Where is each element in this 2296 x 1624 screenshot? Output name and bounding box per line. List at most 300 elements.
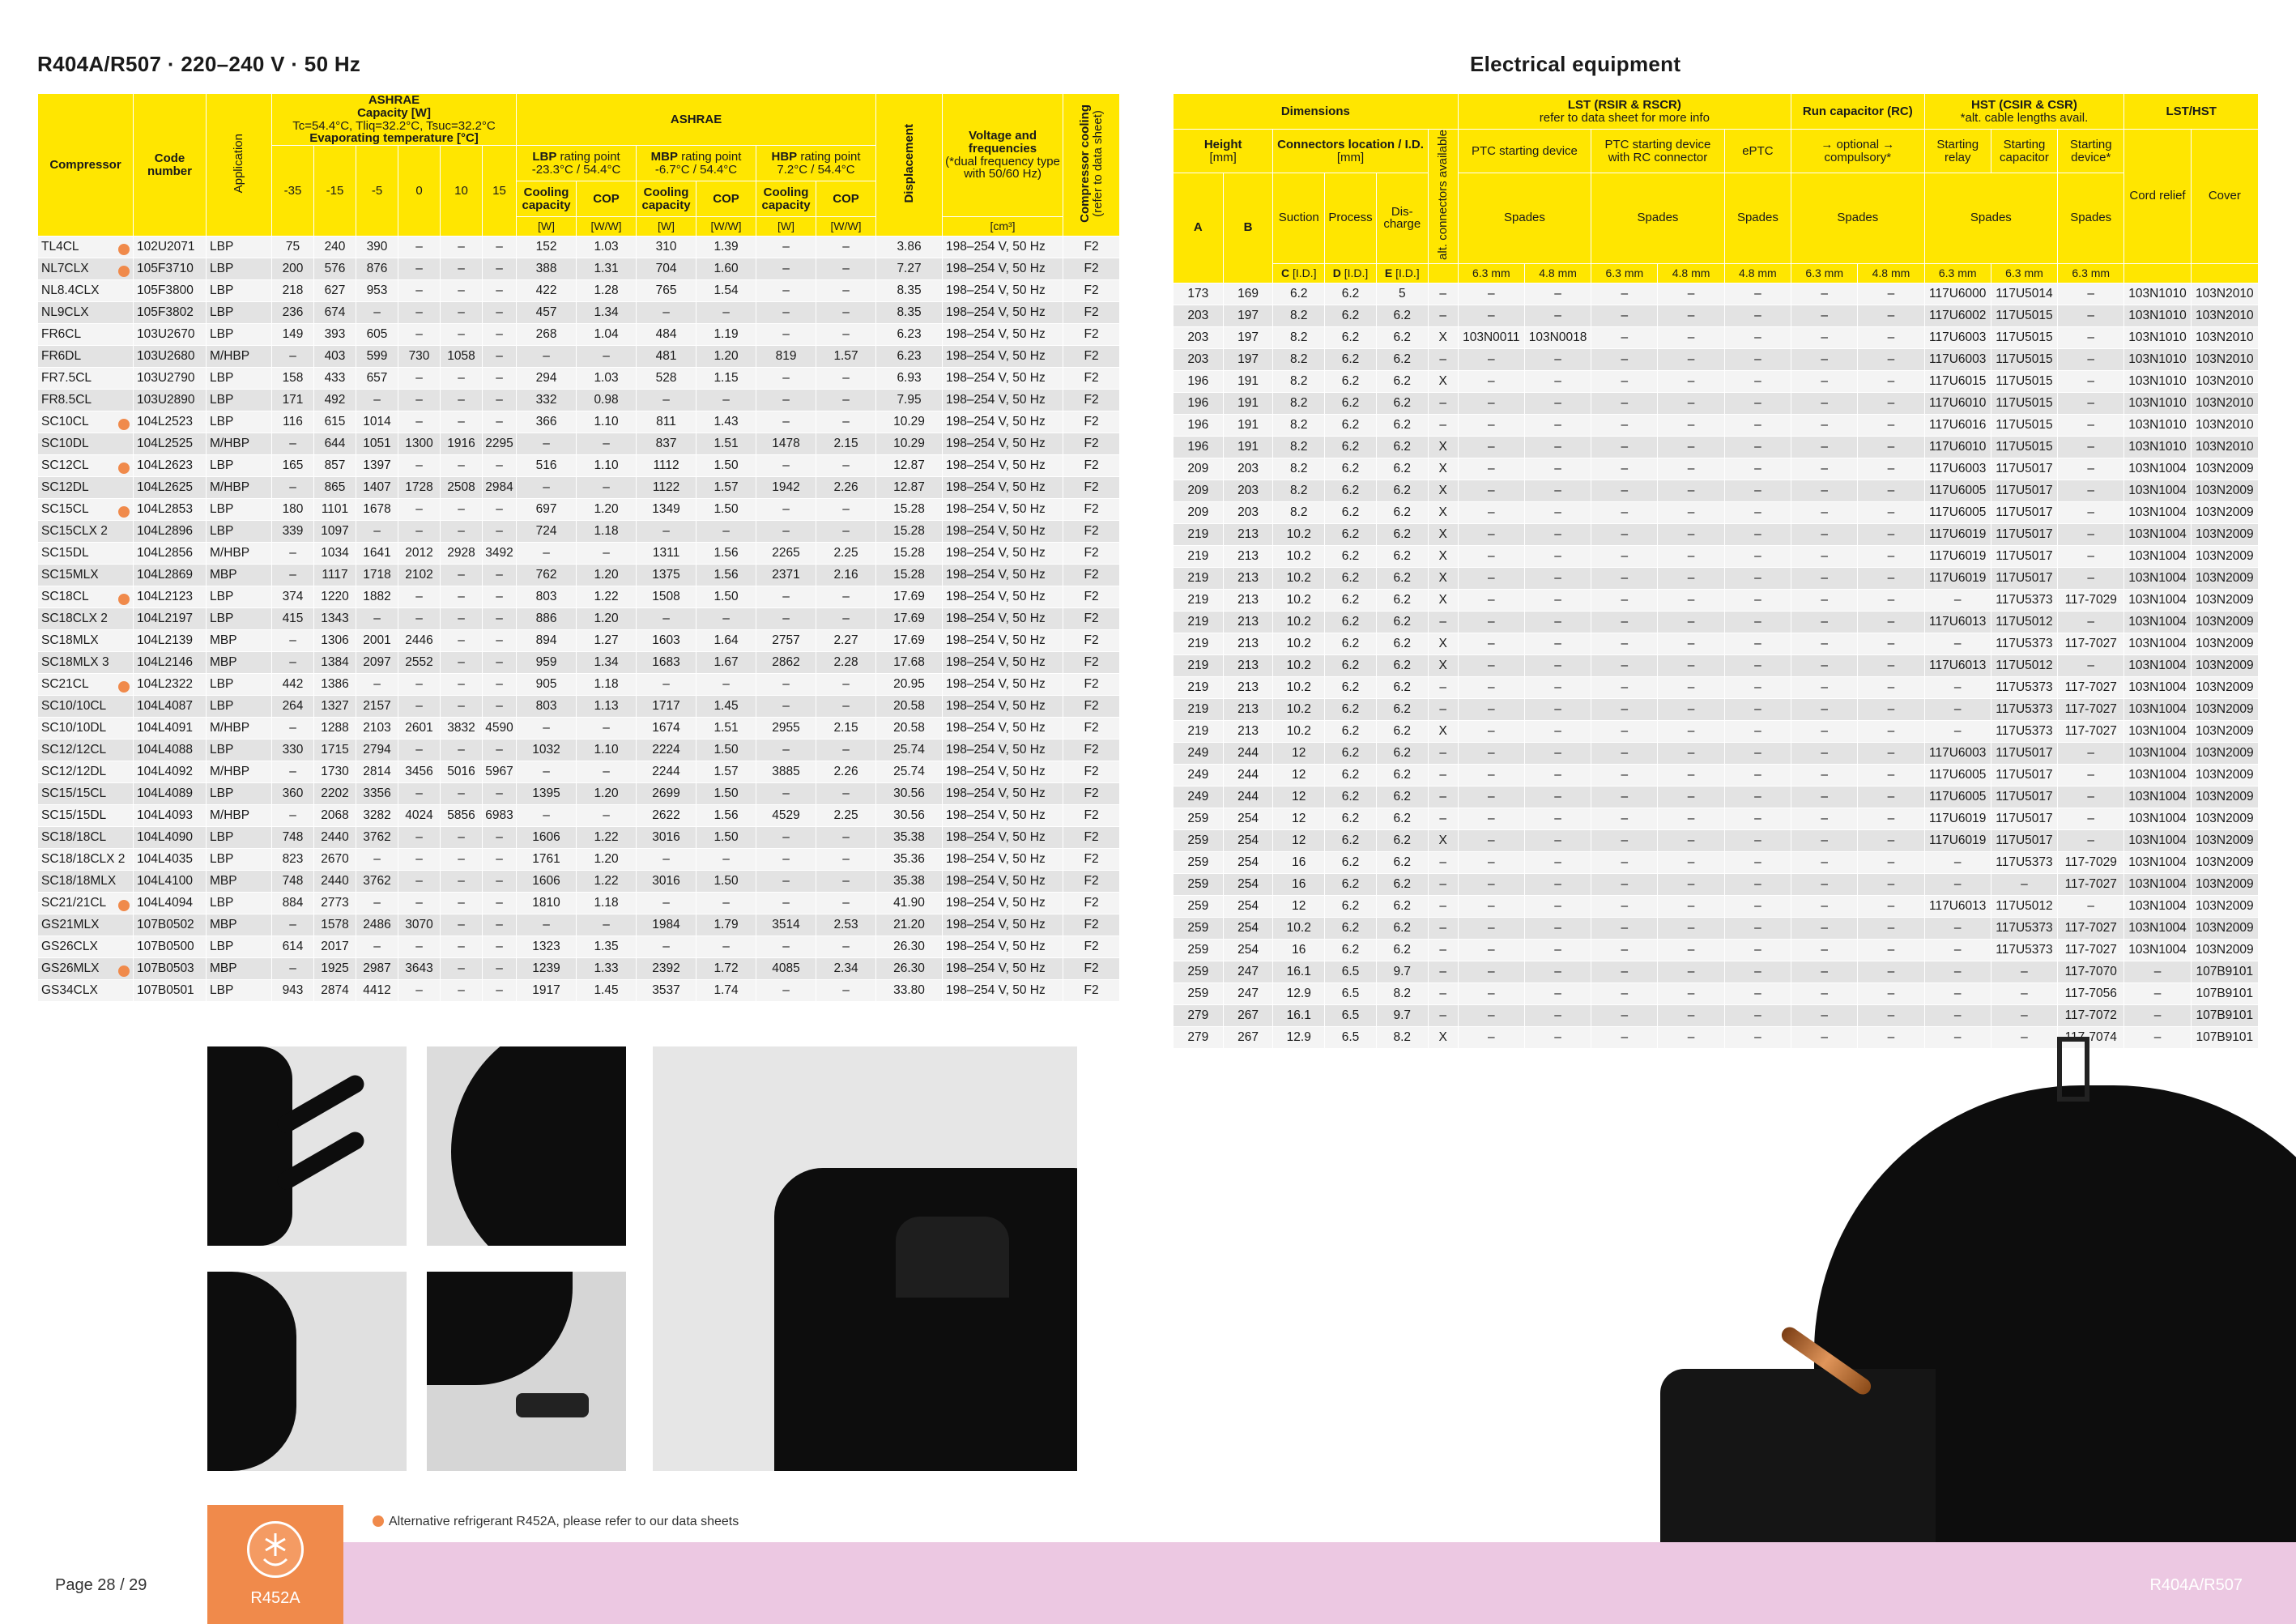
value-cell: 117U5015 — [1991, 370, 2057, 392]
rating-cell: – — [756, 740, 816, 761]
application-cell: M/HBP — [207, 761, 272, 783]
rating-cell: – — [756, 499, 816, 521]
capacity-cell: 116 — [272, 411, 314, 433]
value-cell: – — [1791, 764, 1858, 786]
cooling-cell: F2 — [1063, 718, 1120, 740]
rating-cell: – — [637, 674, 696, 696]
displacement-cell: 20.58 — [876, 696, 943, 718]
table-row — [1174, 829, 2259, 851]
value-cell: 16 — [1273, 873, 1325, 895]
value-cell: 103N1004 — [2124, 742, 2191, 764]
value-cell: 117U6003 — [1924, 326, 1991, 348]
table-row — [1174, 961, 2259, 982]
displacement-cell: 41.90 — [876, 893, 943, 914]
value-cell: – — [1858, 501, 1924, 523]
value-cell: – — [1724, 1004, 1791, 1026]
alt-refrigerant-dot — [118, 266, 130, 277]
value-cell: 12 — [1273, 786, 1325, 808]
model-cell — [38, 893, 134, 914]
table-row — [1174, 414, 2259, 436]
code-cell: 105F3710 — [134, 258, 207, 280]
capacity-cell: – — [398, 608, 441, 630]
table-row — [38, 827, 1120, 849]
table-row — [1174, 873, 2259, 895]
value-cell: – — [1858, 917, 1924, 939]
value-cell: X — [1428, 567, 1458, 589]
capacity-cell: – — [441, 258, 483, 280]
value-cell: – — [1724, 326, 1791, 348]
capacity-cell: – — [398, 674, 441, 696]
value-cell: 209 — [1174, 501, 1224, 523]
value-cell: – — [1724, 851, 1791, 873]
capacity-cell: 1407 — [356, 477, 398, 499]
capacity-cell: 2773 — [314, 893, 356, 914]
value-cell: X — [1428, 545, 1458, 567]
table-row — [38, 411, 1120, 433]
application-cell: LBP — [207, 368, 272, 390]
value-cell: – — [1428, 808, 1458, 829]
rating-cell: – — [637, 390, 696, 411]
value-cell: – — [1658, 348, 1724, 370]
value-cell: – — [1858, 764, 1924, 786]
value-cell: – — [1858, 326, 1924, 348]
table-row — [1174, 283, 2259, 305]
value-cell: – — [1724, 283, 1791, 305]
capacity-cell: – — [272, 805, 314, 827]
value-cell: 6.2 — [1325, 348, 1377, 370]
unit: [W/W] — [696, 217, 756, 237]
value-cell: – — [1428, 982, 1458, 1004]
cooling-cell: F2 — [1063, 740, 1120, 761]
value-cell: – — [1858, 567, 1924, 589]
capacity-cell: 2601 — [398, 718, 441, 740]
value-cell: 203 — [1174, 305, 1224, 326]
capacity-cell: 1288 — [314, 718, 356, 740]
table-row — [38, 893, 1120, 914]
value-cell: – — [1924, 676, 1991, 698]
capacity-cell: 1730 — [314, 761, 356, 783]
value-cell: – — [1791, 633, 1858, 654]
value-cell: – — [2058, 808, 2124, 829]
model-cell — [38, 258, 134, 280]
value-cell: – — [1658, 392, 1724, 414]
displacement-cell: 15.28 — [876, 565, 943, 586]
rating-cell: 1717 — [637, 696, 696, 718]
value-cell: – — [1658, 480, 1724, 501]
table-row — [1174, 917, 2259, 939]
displacement-cell: 6.93 — [876, 368, 943, 390]
value-cell: 103N2010 — [2191, 305, 2258, 326]
value-cell: – — [1524, 1004, 1591, 1026]
value-cell: – — [1591, 305, 1658, 326]
code-cell: 104L2856 — [134, 543, 207, 565]
cooling-cell: F2 — [1063, 390, 1120, 411]
value-cell: 117U6019 — [1924, 808, 1991, 829]
code-cell: 104L4087 — [134, 696, 207, 718]
rating-cell: – — [637, 849, 696, 871]
hbp-header: HBP rating point 7.2°C / 54.4°C — [756, 146, 876, 181]
capacity-cell: – — [483, 980, 517, 1002]
model-name: FR7.5CL — [41, 371, 92, 385]
table-row — [1174, 436, 2259, 458]
rating-cell: 704 — [637, 258, 696, 280]
value-cell: 10.2 — [1273, 698, 1325, 720]
value-cell: – — [1724, 939, 1791, 961]
run-sub-header: → optional → compulsory* — [1791, 130, 1925, 173]
table-row — [1174, 611, 2259, 633]
value-cell: 6.2 — [1376, 326, 1428, 348]
displacement-cell: 17.69 — [876, 608, 943, 630]
dimensions-header: Dimensions — [1174, 94, 1459, 130]
value-cell: – — [1791, 742, 1858, 764]
model-cell — [38, 936, 134, 958]
value-cell: – — [1524, 676, 1591, 698]
value-cell: – — [1428, 764, 1458, 786]
cooling-cell: F2 — [1063, 346, 1120, 368]
value-cell: 103N2010 — [2191, 283, 2258, 305]
model-cell — [38, 433, 134, 455]
rating-cell: 422 — [517, 280, 577, 302]
capacity-cell: 1058 — [441, 346, 483, 368]
voltage-cell: 198–254 V, 50 Hz — [943, 630, 1063, 652]
capacity-cell: – — [483, 302, 517, 324]
capacity-cell: – — [483, 740, 517, 761]
value-cell: – — [1858, 523, 1924, 545]
rating-cell: – — [517, 805, 577, 827]
photo-compressor-side — [653, 1046, 1077, 1471]
value-cell: – — [2058, 786, 2124, 808]
value-cell: 103N2009 — [2191, 698, 2258, 720]
capacity-cell: 4590 — [483, 718, 517, 740]
value-cell: 16 — [1273, 939, 1325, 961]
capacity-cell: 1117 — [314, 565, 356, 586]
model-name: NL7CLX — [41, 261, 89, 275]
capacity-cell: 442 — [272, 674, 314, 696]
page-number: Page 28 / 29 — [55, 1576, 147, 1594]
table-row — [1174, 720, 2259, 742]
value-cell: 213 — [1223, 611, 1273, 633]
value-cell: – — [1924, 982, 1991, 1004]
value-cell: 6.2 — [1376, 654, 1428, 676]
capacity-cell: – — [441, 411, 483, 433]
cooling-cell: F2 — [1063, 893, 1120, 914]
table-row — [1174, 392, 2259, 414]
rating-cell: 1.64 — [696, 630, 756, 652]
value-cell: – — [1924, 939, 1991, 961]
value-cell: 259 — [1174, 851, 1224, 873]
value-cell: – — [1791, 939, 1858, 961]
rating-cell: 1.22 — [577, 586, 637, 608]
capacity-cell: 1916 — [441, 433, 483, 455]
alt-refrigerant-dot — [118, 462, 130, 474]
value-cell: – — [1591, 283, 1658, 305]
rating-cell: – — [756, 324, 816, 346]
value-cell: 6.2 — [1376, 501, 1428, 523]
value-cell: 103N1004 — [2124, 917, 2191, 939]
code-cell: 102U2071 — [134, 237, 207, 258]
value-cell: 117U5017 — [1991, 480, 2057, 501]
table-row — [38, 630, 1120, 652]
rating-cell: 1.15 — [696, 368, 756, 390]
value-cell: – — [1724, 348, 1791, 370]
value-cell: – — [1524, 633, 1591, 654]
rating-cell: – — [756, 783, 816, 805]
value-cell: 117U6010 — [1924, 436, 1991, 458]
value-cell: – — [1791, 348, 1858, 370]
capacity-cell: – — [356, 893, 398, 914]
value-cell: 107B9101 — [2191, 961, 2258, 982]
cooling-cell: F2 — [1063, 827, 1120, 849]
value-cell: – — [1724, 720, 1791, 742]
value-cell: 117U5017 — [1991, 829, 2057, 851]
capacity-cell: 1097 — [314, 521, 356, 543]
capacity-cell: 3356 — [356, 783, 398, 805]
displacement-cell: 33.80 — [876, 980, 943, 1002]
table-row — [38, 433, 1120, 455]
value-cell: 6.2 — [1376, 895, 1428, 917]
value-cell: – — [1658, 720, 1724, 742]
capacity-cell: – — [483, 346, 517, 368]
model-cell — [38, 652, 134, 674]
table-row — [38, 455, 1120, 477]
code-cell: 104L2146 — [134, 652, 207, 674]
capacity-cell: 240 — [314, 237, 356, 258]
model-cell — [38, 630, 134, 652]
spade-size: 6.3 mm — [1591, 263, 1658, 283]
rating-cell: 3885 — [756, 761, 816, 783]
value-cell: 10.2 — [1273, 567, 1325, 589]
value-cell: – — [1924, 873, 1991, 895]
value-cell: 196 — [1174, 414, 1224, 436]
voltage-cell: 198–254 V, 50 Hz — [943, 586, 1063, 608]
rating-cell: – — [517, 477, 577, 499]
rating-cell: – — [816, 455, 876, 477]
hbp-cop: COP — [816, 181, 876, 217]
application-cell: LBP — [207, 390, 272, 411]
model-name: SC18CLX 2 — [41, 612, 108, 625]
value-cell: – — [1524, 808, 1591, 829]
capacity-cell: 2001 — [356, 630, 398, 652]
value-cell: – — [1524, 961, 1591, 982]
application-cell: LBP — [207, 280, 272, 302]
capacity-cell: 5856 — [441, 805, 483, 827]
value-cell: 117U5373 — [1991, 698, 2057, 720]
value-cell: 117U5015 — [1991, 392, 2057, 414]
value-cell: 117U6019 — [1924, 523, 1991, 545]
capacity-cell: – — [483, 630, 517, 652]
blank — [2124, 263, 2191, 283]
value-cell: 6.2 — [1325, 873, 1377, 895]
model-name: SC10CL — [41, 414, 89, 428]
cooling-cell: F2 — [1063, 324, 1120, 346]
rating-cell: 1606 — [517, 871, 577, 893]
value-cell: – — [1724, 808, 1791, 829]
model-name: TL4CL — [41, 239, 79, 254]
rating-cell: 1.67 — [696, 652, 756, 674]
value-cell: 16.1 — [1273, 1004, 1325, 1026]
value-cell: 103N2009 — [2191, 545, 2258, 567]
rating-cell: – — [756, 368, 816, 390]
value-cell: – — [1724, 567, 1791, 589]
value-cell: – — [1724, 654, 1791, 676]
capacity-cell: 1051 — [356, 433, 398, 455]
value-cell: 103N2009 — [2191, 676, 2258, 698]
displacement-cell: 6.23 — [876, 324, 943, 346]
value-cell: 117U5373 — [1991, 939, 2057, 961]
value-cell: – — [1858, 392, 1924, 414]
model-cell — [38, 827, 134, 849]
capacity-cell: – — [398, 871, 441, 893]
rating-cell: – — [816, 324, 876, 346]
capacity-cell: 748 — [272, 827, 314, 849]
value-cell: 8.2 — [1273, 480, 1325, 501]
cooling-cell: F2 — [1063, 477, 1120, 499]
capacity-cell: 4024 — [398, 805, 441, 827]
code-cell: 104L4091 — [134, 718, 207, 740]
value-cell: – — [1458, 370, 1524, 392]
rating-cell: 1122 — [637, 477, 696, 499]
value-cell: – — [1524, 458, 1591, 480]
alt-refrigerant-dot — [118, 900, 130, 911]
value-cell: 16 — [1273, 851, 1325, 873]
value-cell: 117U6019 — [1924, 829, 1991, 851]
capacity-cell: 730 — [398, 346, 441, 368]
capacity-cell: 2103 — [356, 718, 398, 740]
rating-cell: – — [816, 740, 876, 761]
model-cell — [38, 499, 134, 521]
rating-cell: 886 — [517, 608, 577, 630]
voltage-cell: 198–254 V, 50 Hz — [943, 390, 1063, 411]
value-cell: 117U5373 — [1991, 633, 2057, 654]
application-cell: M/HBP — [207, 805, 272, 827]
value-cell: 117U5017 — [1991, 567, 2057, 589]
value-cell: – — [1791, 786, 1858, 808]
value-cell: 213 — [1223, 676, 1273, 698]
value-cell: 6.2 — [1325, 283, 1377, 305]
rating-cell: – — [816, 302, 876, 324]
value-cell: 219 — [1174, 545, 1224, 567]
value-cell: – — [1858, 851, 1924, 873]
displacement-cell: 15.28 — [876, 521, 943, 543]
rating-cell: 894 — [517, 630, 577, 652]
rating-cell: 1.39 — [696, 237, 756, 258]
model-name: SC12/12DL — [41, 765, 107, 778]
value-cell: X — [1428, 720, 1458, 742]
capacity-cell: 1678 — [356, 499, 398, 521]
value-cell: – — [1724, 982, 1791, 1004]
capacity-cell: 1343 — [314, 608, 356, 630]
value-cell: 103N1010 — [2124, 436, 2191, 458]
value-cell: – — [1591, 458, 1658, 480]
spade-size: 4.8 mm — [1524, 263, 1591, 283]
capacity-cell: – — [483, 674, 517, 696]
capacity-cell: 1397 — [356, 455, 398, 477]
rating-cell: – — [696, 390, 756, 411]
table-row — [38, 740, 1120, 761]
model-name: SC10/10CL — [41, 699, 107, 713]
value-cell: 5 — [1376, 283, 1428, 305]
rating-cell: 1.50 — [696, 783, 756, 805]
value-cell: 8.2 — [1273, 414, 1325, 436]
value-cell: 103N1010 — [2124, 283, 2191, 305]
value-cell: – — [1658, 436, 1724, 458]
value-cell: – — [1791, 458, 1858, 480]
model-cell — [38, 696, 134, 718]
rating-cell: 959 — [517, 652, 577, 674]
rating-cell: – — [756, 980, 816, 1002]
code-cell: 104L2525 — [134, 433, 207, 455]
value-cell: 6.2 — [1376, 764, 1428, 786]
model-cell — [38, 368, 134, 390]
value-cell: 8.2 — [1273, 305, 1325, 326]
rating-cell: 1.13 — [577, 696, 637, 718]
value-cell: 6.2 — [1376, 720, 1428, 742]
value-cell: – — [1858, 808, 1924, 829]
cooling-cell: F2 — [1063, 411, 1120, 433]
displacement-cell: 12.87 — [876, 477, 943, 499]
code-cell: 103U2680 — [134, 346, 207, 368]
value-cell: – — [1428, 392, 1458, 414]
rating-cell: 1323 — [517, 936, 577, 958]
value-cell: – — [1924, 698, 1991, 720]
value-cell: 103N1010 — [2124, 348, 2191, 370]
rating-cell: 1.50 — [696, 827, 756, 849]
rating-cell: 2862 — [756, 652, 816, 674]
value-cell: 103N1004 — [2124, 589, 2191, 611]
value-cell: 173 — [1174, 283, 1224, 305]
rating-cell: 1311 — [637, 543, 696, 565]
value-cell: 117U5015 — [1991, 305, 2057, 326]
rating-cell: 765 — [637, 280, 696, 302]
capacity-cell: – — [272, 543, 314, 565]
rating-cell: 1.79 — [696, 914, 756, 936]
value-cell: – — [1924, 961, 1991, 982]
rating-cell: – — [756, 696, 816, 718]
capacity-cell: – — [483, 608, 517, 630]
capacity-cell: – — [483, 390, 517, 411]
rating-cell: – — [696, 849, 756, 871]
capacity-cell: – — [441, 390, 483, 411]
capacity-cell: – — [356, 674, 398, 696]
value-cell: 259 — [1174, 939, 1224, 961]
value-cell: 103N2009 — [2191, 480, 2258, 501]
rating-cell: – — [577, 718, 637, 740]
device-header: Starting device* — [2058, 130, 2124, 173]
table-row — [38, 390, 1120, 411]
value-cell: – — [1591, 939, 1658, 961]
capacity-cell: 3456 — [398, 761, 441, 783]
cooling-cell: F2 — [1063, 433, 1120, 455]
ptc-rc-header: PTC starting device with RC connector — [1591, 130, 1725, 173]
voltage-cell: 198–254 V, 50 Hz — [943, 936, 1063, 958]
value-cell: – — [1658, 939, 1724, 961]
rating-cell: – — [756, 674, 816, 696]
value-cell: – — [1458, 720, 1524, 742]
value-cell: – — [1724, 676, 1791, 698]
capacity-cell: 1327 — [314, 696, 356, 718]
value-cell: – — [1591, 611, 1658, 633]
value-cell: 10.2 — [1273, 545, 1325, 567]
value-cell: 12 — [1273, 764, 1325, 786]
value-cell: 249 — [1174, 786, 1224, 808]
value-cell: – — [1524, 917, 1591, 939]
code-cell: 104L2139 — [134, 630, 207, 652]
value-cell: – — [1724, 786, 1791, 808]
model-name: SC15/15DL — [41, 808, 107, 822]
value-cell: – — [1791, 698, 1858, 720]
cover-header: Cover — [2191, 130, 2258, 264]
value-cell: – — [1428, 851, 1458, 873]
